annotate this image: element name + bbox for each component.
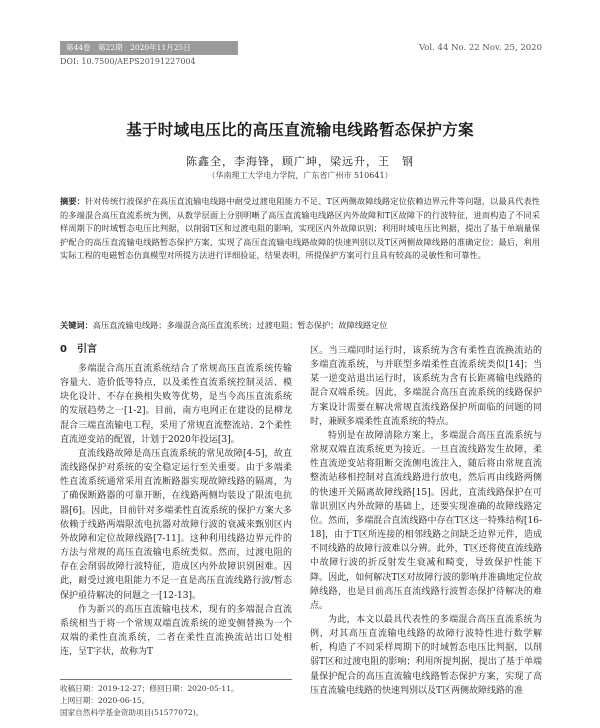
paragraph: 特别是在故障清除方案上，多端混合高压直流系统与常规双端直流系统更为接近。一旦直流线路发生故障，柔性直流逆变站将阻断交流侧电流注入，随后将由常规直流整流站移相控制对直流线路进行放电，然后再由线路两侧的快速开关隔离故障线路[15]。因此，直流线路保护在可靠识别区内外故障的基础上，还要实现准确的故障线路定位。然而，多端混合直流线路中存在T区这一特殊结构[16-18]，由于T区所连接的相邻线路之间缺乏边界元件，造成不同线路的故障行波难以分辨。此外，T区还将使直流线路中故障行波的折反射发生衰减和畸变，导致保护性能下降。因此，如何解决T区对故障行波的影响并准确地定位故障线路，也是目前高压直流线路行波暂态保护待解决的难点。 [310, 430, 542, 611]
paragraph: 直流线路故障是高压直流系统的常见故障[4-5]，故直流线路保护对系统的安全稳定运行至关重要。由于多端柔性直流系统通常采用直流断路器实现故障线路的隔离，为了确保断路器的可靠开断，在线路两侧均装设了限流电抗器[6]。因此，目前针对多端柔性直流系统的保护方案大多依赖于线路两端限流电抗器对故障行波的衰减来甄别区内外故障和定位故障线路[7-11]。这种利用线路边界元件的方法与常规的高压直流输电系统类似。然而，过渡电阻的存在会削弱故障行波特征，造成区内外故障识别困难。因此，耐受过渡电阻能力不足一直是高压直流线路行波/暂态保护亟待解决的问题之一[12-13]。 [60, 448, 292, 601]
paragraph: 区。当三端同时运行时，该系统为含有柔性直流换流站的多端直流系统，与并联型多端柔性直流系统类似[14]；当某一逆变站退出运行时，该系统为含有长距离输电线路的混合双端系统。因此，多端混合高压直流系统的线路保护方案设计需要在解决常规直流线路保护所面临的问题的同时，兼顾多端柔性直流系统的特点。 [310, 346, 542, 427]
affiliation: （华南理工大学电力学院，广东省广州市 510641） [207, 171, 393, 180]
keywords-label: 关键词： [60, 320, 93, 330]
fund-info: 国家自然科学基金资助项目(51577072)。 [60, 708, 204, 717]
section-number: 0 [60, 344, 67, 355]
section-heading [60, 343, 292, 357]
doi: DOI: 10.7500/AEPS20191227004 [60, 57, 196, 66]
author-list: 陈鑫全，李海锋，顾广坤，梁远升，王 钢 [186, 155, 414, 168]
abstract-text: 针对传统行波保护在高压直流输电线路中耐受过渡电阻能力不足、T区两侧故障线路定位依赖边界元件等问题，以最具代表性的多端混合高压直流系统为例，从数学层面上分别明晰了高压直流输电线路区内外故障和T区故障下的行波特征，进而构造了不同采样周期下的时域暂态电压比判据，以削弱T区和过渡电阻的影响，实现区内外故障识别；利用时域电压比判据，提出了基于单端量保护配合的高压直流输电线路暂态保护方案，实现了高压直流输电线路故障的快速判别以及T区两侧故障线路的准确定位；最后，利用实际工程的电磁暂态仿真模型对所提方法进行详细验证，结果表明，所提保护方案可行且具有较高的灵敏性和可靠性。 [60, 196, 540, 261]
right-column [310, 344, 542, 698]
online-date: 上网日期：2020-06-15。 [60, 696, 150, 705]
keywords [60, 319, 540, 332]
journal-issue-banner [60, 41, 238, 55]
volume-info: Vol. 44 No. 22 Nov. 25, 2020 [418, 43, 542, 53]
paragraph: 为此，本文以最具代表性的多端混合高压直流系统为例，对其高压直流输电线路的故障行波特性进行数学解析，构造了不同采样周期下的时域暂态电压比判据，以削弱T区和过渡电阻的影响；利用所提判据，提出了基于单端量保护配合的高压直流输电线路暂态保护方案，实现了高压直流输电线路的快速判别以及T区两侧故障线路的准 [310, 614, 542, 696]
received-date: 收稿日期：2019-12-27；修回日期：2020-05-11。 [60, 684, 239, 693]
abstract [60, 195, 540, 263]
footnote [60, 679, 292, 719]
journal-issue: 第44卷 第22期 2020年11月25日 [66, 43, 191, 52]
paragraph: 多端混合高压直流系统结合了常规高压直流系统传输容量大、造价低等特点，以及柔性直流系统控制灵活、模块化设计、不存在换相失败等优势，是当今高压直流系统的发展趋势之一[1-2]。目前，南方电网正在建设的昆柳龙混合三端直流输电工程，采用了常规直流整流站、2个柔性直流逆变站的配置，计划于2020年投运[3]。 [60, 364, 292, 445]
keywords-text: 高压直流输电线路；多端混合高压直流系统；过渡电阻；暂态保护；故障线路定位 [92, 320, 388, 330]
abstract-label: 摘要： [60, 196, 85, 206]
paper-title: 基于时域电压比的高压直流输电线路暂态保护方案 [126, 121, 474, 139]
left-column [60, 343, 292, 659]
paragraph: 作为新兴的高压直流输电技术，现有的多端混合直流系统相当于将一个常规双端直流系统的逆变侧替换为一个双端的柔性直流系统，二者在柔性直流换流站出口处相连，呈T字状，故称为T [60, 604, 292, 658]
section-title: 引言 [76, 344, 97, 355]
